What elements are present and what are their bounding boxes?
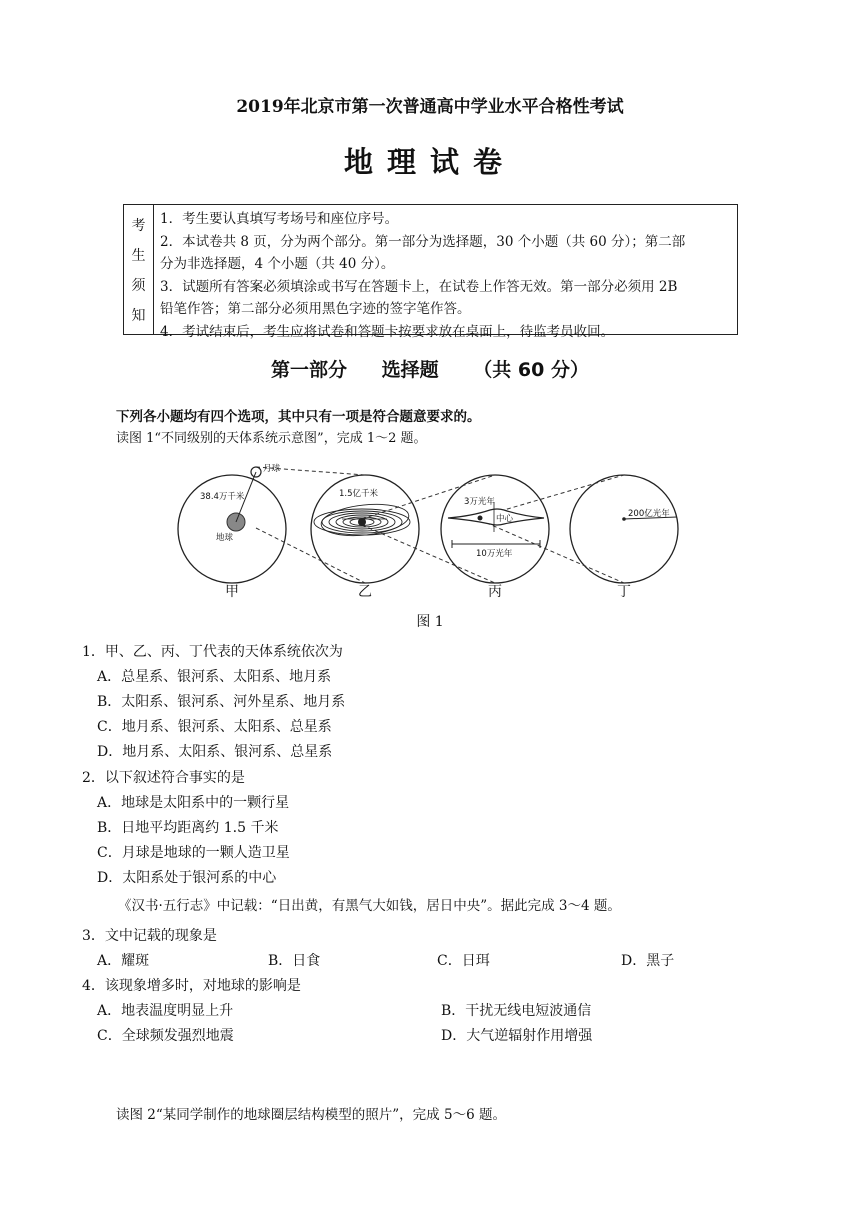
- notice-item: 分为非选择题，4 个小题（共 40 分）。: [160, 256, 395, 272]
- part-one-score: （共 60 分）: [473, 359, 589, 381]
- solar-scale-label: 1.5亿千米: [339, 489, 379, 499]
- part-one-type: 选择题: [381, 359, 439, 381]
- galaxy-sun-dot: [478, 516, 483, 521]
- notice-side-char: 知: [131, 308, 146, 324]
- panel-ding-circle: [570, 475, 678, 583]
- question-2-option-a[interactable]: A．地球是太阳系中的一颗行星: [97, 795, 290, 811]
- galaxy-center-label: 中心: [496, 514, 514, 524]
- question-1-option-b[interactable]: B．太阳系、银河系、河外星系、地月系: [97, 694, 346, 710]
- figure1-celestial-systems: [172, 462, 692, 607]
- panel-bing-circle: [441, 475, 549, 583]
- galaxy-thickness-label: 3万光年: [464, 497, 495, 507]
- question-1-stem: 1．甲、乙、丙、丁代表的天体系统依次为: [82, 644, 343, 660]
- panel-name-bing: 丙: [488, 584, 502, 600]
- subject-title: 地理试卷: [343, 145, 516, 179]
- question-3-option-b[interactable]: B．日食: [268, 953, 321, 969]
- question-2-stem: 2．以下叙述符合事实的是: [82, 770, 245, 786]
- question-1-option-a[interactable]: A．总星系、银河系、太阳系、地月系: [97, 669, 332, 685]
- question-1-option-d[interactable]: D．地月系、太阳系、银河系、总星系: [97, 744, 333, 760]
- notice-side-label: [124, 205, 154, 334]
- question-4-option-d[interactable]: D．大气逆辐射作用增强: [441, 1028, 593, 1044]
- question-4-option-a[interactable]: A．地表温度明显上升: [97, 1003, 234, 1019]
- part-one-label: 第一部分: [271, 359, 348, 381]
- instruction-text: 下列各小题均有四个选项，其中只有一项是符合题意要求的。: [116, 409, 481, 425]
- notice-side-char: 考: [131, 218, 146, 234]
- read-figure1-prompt: 读图 1“不同级别的天体系统示意图”，完成 1～2 题。: [116, 431, 427, 446]
- question-3-option-a[interactable]: A．耀斑: [97, 953, 150, 969]
- notice-item: 2．本试卷共 8 页，分为两个部分。第一部分为选择题，30 个小题（共 60 分）；第二部: [160, 233, 686, 250]
- notice-items: [160, 208, 735, 343]
- question-3-stem: 3．文中记载的现象是: [82, 928, 217, 944]
- question-4-stem: 4．该现象增多时，对地球的影响是: [82, 978, 301, 994]
- panel-name-ding: 丁: [617, 584, 631, 600]
- galaxy-diameter-label: 10万光年: [476, 549, 513, 559]
- question-2-option-b[interactable]: B．日地平均距离约 1.5 千米: [97, 820, 279, 836]
- question-2-option-c[interactable]: C．月球是地球的一颗人造卫星: [97, 845, 290, 861]
- notice-item: 3．试题所有答案必须填涂或书写在答题卡上，在试卷上作答无效。第一部分必须用 2B: [160, 278, 678, 295]
- notice-side-char: 须: [131, 278, 146, 294]
- exam-notice-box: [123, 204, 738, 340]
- notice-item: 1．考生要认真填写考场号和座位序号。: [160, 211, 399, 227]
- notice-side-char: 生: [131, 248, 146, 264]
- panel-name-jia: 甲: [225, 584, 239, 600]
- notice-item: 4．考试结束后，考生应将试卷和答题卡按要求放在桌面上，待监考员收回。: [160, 323, 615, 340]
- exam-title: 2019年北京市第一次普通高中学业水平合格性考试: [236, 97, 624, 117]
- question-2-option-d[interactable]: D．太阳系处于银河系的中心: [97, 870, 277, 886]
- question-4-option-c[interactable]: C．全球频发强烈地震: [97, 1028, 234, 1044]
- universe-scale-label: 200亿光年: [628, 509, 670, 519]
- question-1-option-c[interactable]: C．地月系、银河系、太阳系、总星系: [97, 719, 332, 735]
- han-shu-passage: 《汉书·五行志》中记载：“日出黄，有黑气大如钱，居日中央”。据此完成 3～4 题。: [118, 898, 621, 914]
- read-figure2-prompt: 读图 2“某同学制作的地球圈层结构模型的照片”，完成 5～6 题。: [116, 1107, 506, 1123]
- question-4-option-b[interactable]: B．干扰无线电短波通信: [441, 1003, 592, 1019]
- panel-name-yi: 乙: [358, 584, 372, 600]
- moon-label: 月球: [263, 464, 281, 474]
- part-one-title: [0, 355, 860, 382]
- figure1-caption: 图 1: [416, 614, 444, 630]
- earth-label: 地球: [216, 533, 234, 543]
- question-3-option-c[interactable]: C．日珥: [437, 953, 490, 969]
- earth-moon-distance-label: 38.4万千米: [200, 492, 245, 502]
- question-3-option-d[interactable]: D．黑子: [621, 953, 675, 969]
- notice-item: 铅笔作答；第二部分必须用黑色字迹的签字笔作答。: [160, 301, 471, 317]
